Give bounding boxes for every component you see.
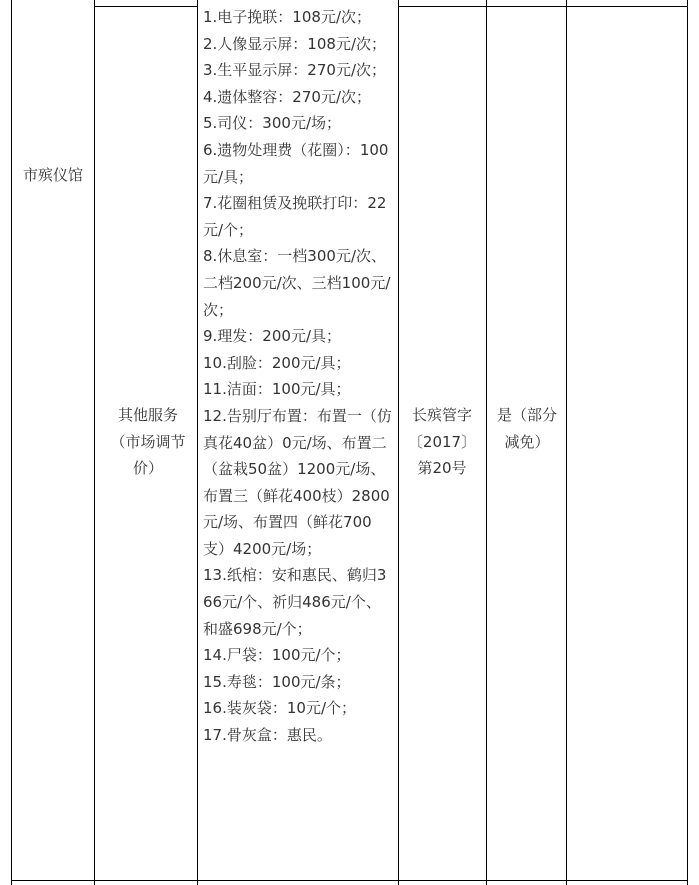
list-item: 9.理发：200元/具； (203, 327, 341, 346)
list-item: 13.纸棺：安和惠民、鹤归366元/个、祈归486元/个、和盛698元/个； (203, 566, 387, 638)
list-item: 17.骨灰盒：惠民。 (203, 726, 332, 745)
list-item: 12.告别厅布置：布置一（仿真花40盆）0元/场、布置二（盆栽50盆）1200元/场、布置三（鲜花400枝）2800元/场、布置四（鲜花700支）4200元/场； (203, 406, 392, 558)
column-divider (566, 0, 567, 885)
row-divider (398, 6, 688, 7)
list-item: 7.花圈租赁及挽联打印：22元/个； (203, 194, 387, 239)
list-item: 6.遗物处理费（花圈）：100元/具； (203, 140, 389, 186)
reduction-cell: 是（部分减免） (496, 406, 557, 451)
list-item: 5.司仪：300元/场； (203, 114, 341, 133)
table-border-left (11, 0, 12, 885)
list-item: 15.寿毯：100元/条； (203, 672, 351, 691)
row-divider (11, 880, 688, 881)
row-divider (94, 6, 197, 7)
list-item: 11.洁面：100元/具； (203, 380, 351, 399)
column-divider (197, 0, 198, 885)
unit-cell: 市殡仪馆 (22, 166, 83, 184)
list-item: 3.生平显示屏：270元/次； (203, 61, 386, 80)
table-border-right (687, 0, 688, 885)
list-item: 14.尸袋：100元/个； (203, 646, 351, 665)
document-number-cell: 长殡管字〔2017〕第20号 (407, 406, 477, 478)
list-item: 2.人像显示屏：108元/次； (203, 34, 386, 53)
list-item: 16.装灰袋：10元/个； (203, 699, 356, 718)
list-item: 1.电子挽联：108元/次； (203, 8, 371, 26)
column-divider (398, 0, 399, 885)
list-item: 4.遗体整容：270元/次； (203, 87, 371, 106)
column-divider (486, 0, 487, 885)
fee-items-list (203, 4, 393, 749)
list-item: 8.休息室：一档300元/次、二档200元/次、三档100元/次； (203, 247, 391, 319)
service-type-cell: 其他服务（市场调节价） (110, 406, 186, 478)
column-divider (94, 0, 95, 885)
list-item: 10.刮脸：200元/具； (203, 353, 351, 372)
